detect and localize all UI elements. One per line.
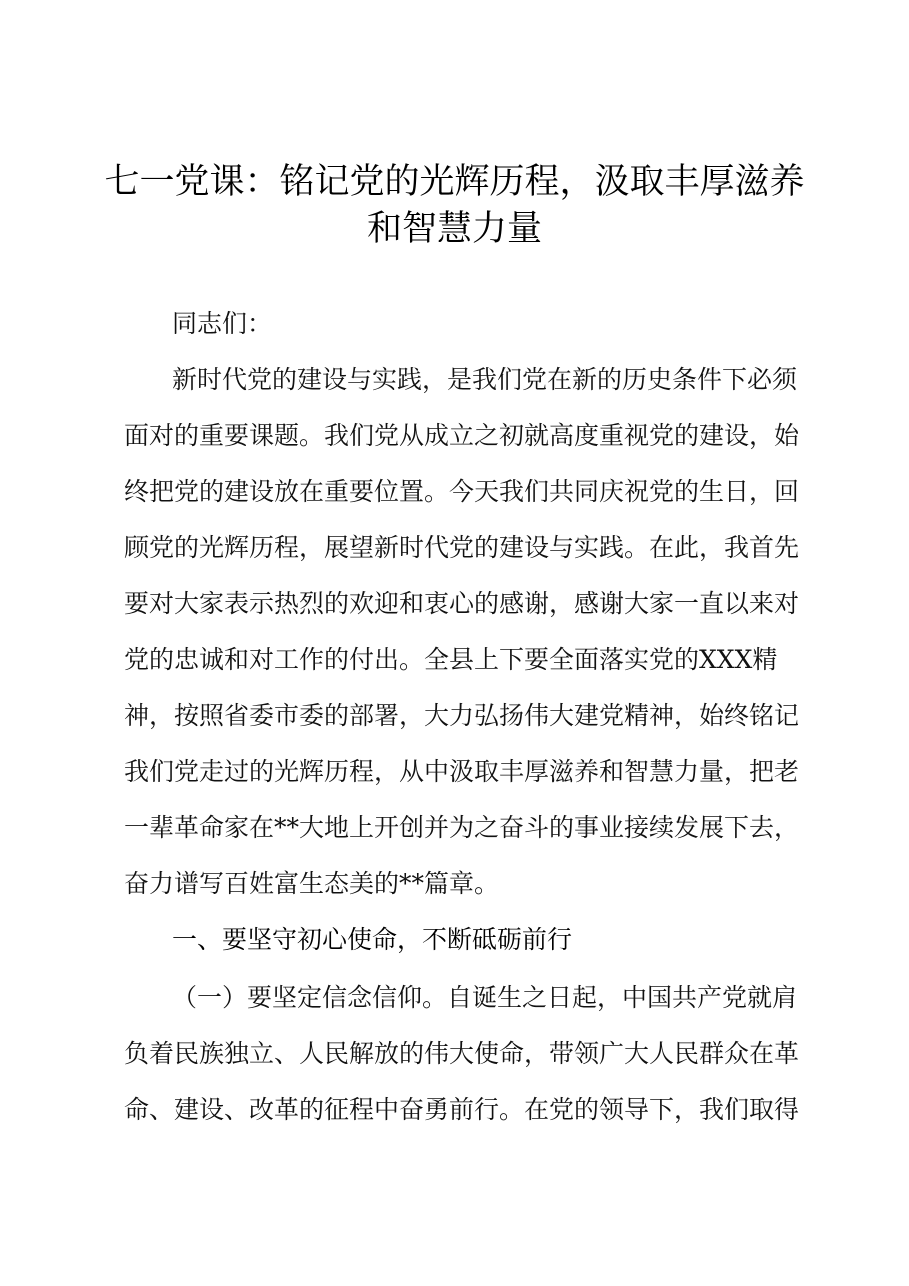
- paragraph-line: 党的忠诚和对工作的付出。全县上下要全面落实党的XXX精: [124, 645, 778, 674]
- paragraph-line: （一）要坚定信念信仰。自诞生之日起，中国共产党就肩: [172, 983, 798, 1012]
- paragraph-line: 负着民族独立、人民解放的伟大使命，带领广大人民群众在革: [124, 1039, 800, 1068]
- document-title-line-2: 和智慧力量: [366, 209, 542, 249]
- paragraph-line: 顾党的光辉历程，展望新时代党的建设与实践。在此，我首先: [124, 533, 800, 562]
- paragraph-line: 神，按照省委市委的部署，大力弘扬伟大建党精神，始终铭记: [124, 701, 800, 730]
- paragraph-line: 终把党的建设放在重要位置。今天我们共同庆祝党的生日，回: [124, 477, 800, 506]
- paragraph-line: 命、建设、改革的征程中奋勇前行。在党的领导下，我们取得: [124, 1095, 800, 1124]
- paragraph-line: 我们党走过的光辉历程，从中汲取丰厚滋养和智慧力量，把老: [124, 757, 800, 786]
- paragraph-line: 一辈革命家在**大地上开创并为之奋斗的事业接续发展下去，: [124, 813, 800, 842]
- section-heading: 一、要坚守初心使命，不断砥砺前行: [172, 925, 573, 954]
- salutation: 同志们：: [172, 309, 273, 338]
- paragraph-line: 奋力谱写百姓富生态美的**篇章。: [124, 869, 500, 898]
- paragraph-line: 新时代党的建设与实践，是我们党在新的历史条件下必须: [172, 365, 798, 394]
- paragraph-line: 面对的重要课题。我们党从成立之初就高度重视党的建设，始: [124, 421, 800, 450]
- document-title-line-1: 七一党课：铭记党的光辉历程，汲取丰厚滋养: [104, 162, 805, 202]
- paragraph-line: 要对大家表示热烈的欢迎和衷心的感谢，感谢大家一直以来对: [124, 589, 800, 618]
